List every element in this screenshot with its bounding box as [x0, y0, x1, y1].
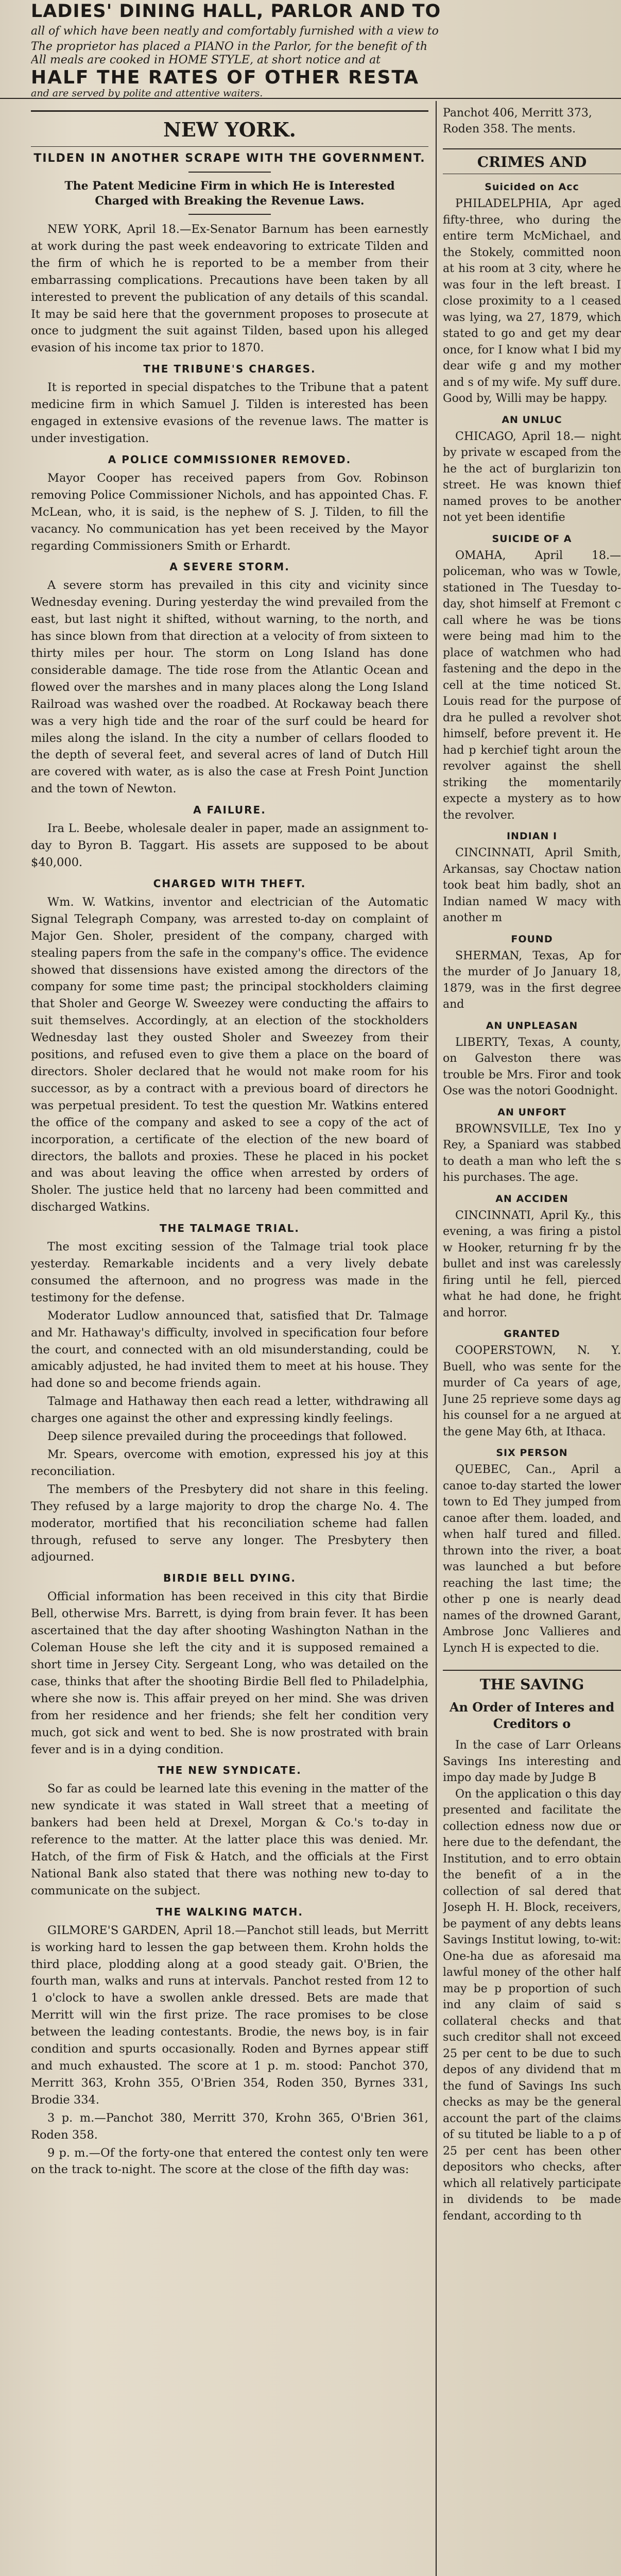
article-paragraph: OMAHA, April 18.— policeman, who was w Towle, stationed in The Tuesday to-day, shot himself at Fremont c call where he was be tions were being mad him to the place of watchmen who had fastening and the depo in the cell at the time noticed St. Louis read for the purpose of dra he pulled a revolver shot himself, before prevent it. He had p kerchief tight aroun the revolver against the shell striking the momentarily expecte a mystery as to how the revolver.: [443, 549, 621, 822]
ad-text-line: The proprietor has placed a PIANO in the Parlor, for the benefit of th: [31, 40, 428, 53]
article-paragraph: CHICAGO, April 18.— night by private w escaped from the he the act of burglarizin ton street. He was known thief named proves to be another not yet been identifie: [443, 430, 621, 524]
headline: NEW YORK.: [31, 110, 428, 147]
article-paragraph: Wm. W. Watkins, inventor and electrician of the Automatic Signal Telegraph Company, was arrested to-day on complaint of Major Gen. Sholer, president of the company, charged with stealing papers from the safe in the company's office. The evidence showed that dissensions have existed among the directors of the company for some time past; the principal stockholders claiming that Sholer and George W. Sweezey were conducting the affairs to suit themselves. Accordingly, at an election of the stockholders Wednesday last they ousted Sholer and Sweezey from their positions, and refused even to give them a place on the board of directors. Sholer declared that he would not make room for his successor, as by a contract with a previous board of directors he was perpetual president. To test the question Mr. Watkins entered the office of the company and asked to see a copy of the act of incorporation, a certificate of the election of the new board of directors, the ballots and proxies. These he placed in his pocket and was about leaving the office when arrested by orders of Sholer. The justice held that no larceny had been committed and discharged Watkins.: [31, 895, 428, 1214]
subhead: AN UNLUC: [502, 414, 562, 426]
ad-banner: HALF THE RATES OF OTHER RESTA: [31, 67, 419, 88]
article-paragraph: A severe storm has prevailed in this city and vicinity since Wednesday evening. During yesterday the wind prevailed from the east, but last night it shifted, without warning, to the north, and has since blown from that direction at a velocity of from sixteen to thirty miles per hour. The storm on Long Island has done considerable damage. The tide rose from the Atlantic Ocean and flowed over the marshes and in many places along the Long Island Railroad was washed over the roadbed. At Rockaway beach there was a very high tide and the roar of the surf could be heard for miles along the island. In the city a number of cellars flooded to the depth of several feet, and several acres of land of Dutch Hill are covered with water, as is also the case at Fresh Point Junction and the town of Newton.: [31, 579, 428, 796]
subhead: AN UNFORT: [497, 1106, 566, 1118]
subhead: GRANTED: [504, 1328, 560, 1340]
article-paragraph: Mayor Cooper has received papers from Gov. Robinson removing Police Commissioner Nichols, and has appointed Chas. F. McLean, who, it is said, is the nephew of S. J. Tilden, to fill the vacancy. No communication has yet been received by the Mayor regarding Commissioners Smith or Erhardt.: [31, 471, 428, 553]
article-paragraph: It is reported in special dispatches to the Tribune that a patent medicine firm in which Samuel J. Tilden is interested has been engaged in extensive evasions of the revenue laws. The matter is under investigation.: [31, 381, 428, 445]
article-paragraph: Mr. Spears, overcome with emotion, expressed his joy at this reconciliation.: [31, 1448, 428, 1478]
article-paragraph: In the case of Larr Orleans Savings Ins interesting and impo day made by Judge B: [443, 1739, 621, 1784]
article-paragraph: So far as could be learned late this evening in the matter of the new syndicate it was stated in Wall street that a meeting of bankers had been held at Drexel, Morgan & Co.'s to-day in reference to the matter. At the latter place this was denied. Mr. Hatch, of the firm of Fisk & Hatch, and the officials at the First National Bank also stated that there was nothing new to-day to communicate on the subject.: [31, 1782, 428, 1897]
deck-secondary: An Order of Interes and Creditors o: [449, 1700, 615, 1731]
deck-primary: TILDEN IN ANOTHER SCRAPE WITH THE GOVERNMENT.: [33, 152, 426, 165]
subhead: THE TRIBUNE'S CHARGES.: [143, 363, 316, 376]
article-paragraph: CINCINNATI, April Ky., this evening, a was firing a pistol w Hooker, returning fr by the bullet and inst was carelessly firing until he fell, pierced what he had done, he fright and horror.: [443, 1209, 621, 1319]
section-heading: CRIMES AND: [443, 148, 621, 174]
article-paragraph: CINCINNATI, April Smith, Arkansas, say Choctaw nation took beat him badly, shot an Indian named W macy with another m: [443, 846, 621, 924]
divider: [188, 172, 271, 173]
divider: [188, 214, 271, 215]
subhead: AN UNPLEASAN: [486, 1020, 578, 1031]
subhead: CHARGED WITH THEFT.: [153, 877, 306, 890]
article-paragraph: 3 p. m.—Panchot 380, Merritt 370, Krohn 365, O'Brien 361, Roden 358.: [31, 2111, 428, 2142]
column-rule: [436, 101, 437, 2576]
article-paragraph: Talmage and Hathaway then each read a letter, withdrawing all charges one against the other and expressing kindly feelings.: [31, 1395, 428, 1426]
article-paragraph: Ira L. Beebe, wholesale dealer in paper, made an assignment to-day to Byron B. Taggart. His assets are supposed to be about $40,000.: [31, 822, 428, 869]
ad-text-line: All meals are cooked in HOME STYLE, at short notice and at: [31, 54, 381, 66]
subhead: THE TALMAGE TRIAL.: [159, 1222, 300, 1235]
article-paragraph: The most exciting session of the Talmage trial took place yesterday. Remarkable incidents and a very lively debate consumed the afternoon, and no progress was made in the testimony for the defense.: [31, 1240, 428, 1304]
article-paragraph: Deep silence prevailed during the proceedings that followed.: [47, 1430, 407, 1444]
article-paragraph: LIBERTY, Texas, A county, on Galveston there was trouble be Mrs. Firor and took Ose was the notori Goodnight.: [443, 1036, 621, 1097]
ad-text-line: and are served by polite and attentive waiters.: [31, 88, 263, 99]
walking-score-continuation: Panchot 406, Merritt 373, Roden 358. The ments.: [443, 107, 592, 135]
subhead: SUICIDE OF A: [492, 533, 572, 545]
side-column: [443, 101, 621, 2576]
article-paragraph: COOPERSTOWN, N. Y. Buell, who was sente for the murder of Ca years of age, June 25 reprieve some days ag his counsel for a ne argued at the gene May 6th, at Ithaca.: [443, 1344, 621, 1438]
article-paragraph: On the application o this day presented and facilitate the collection edness now due or here due to the defendant, the Institution, and to erro obtain the benefit of a in the collection of sal dered that Joseph H. H. Block, receivers, be payment of any debts leans Savings Institut lowing, to-wit: One-ha due as aforesaid ma lawful money of the other half may be p proportion of such ind any claim of said s collateral checks and that such creditor shall not exceed 25 per cent to be due to such depos of any dividend that m the fund of Savings Ins such checks as may be the general account the part of the claims of su tituted be liable to a p of 25 per cent has been other depositors who checks, after which all relatively participate in dividends to be made fendant, according to th: [443, 1787, 621, 2223]
subhead: THE NEW SYNDICATE.: [158, 1764, 302, 1777]
subhead: A FAILURE.: [193, 804, 266, 817]
article-paragraph: SHERMAN, Texas, Ap for the murder of Jo January 18, 1879, was in the first degree and: [443, 949, 621, 1011]
subhead: FOUND: [511, 933, 553, 945]
article-paragraph: QUEBEC, Can., April a canoe to-day started the lower town to Ed They jumped from canoe after them. loaded, and when half tured and filled. thrown into the river, a boat was launched a but before reaching the last time; the other p one is nearly dead names of the drowned Garant, Ambrose Jonc Vallieres and Lynch H is expected to die.: [443, 1463, 621, 1655]
article-paragraph: 9 p. m.—Of the forty-one that entered the contest only ten were on the track to-night. The score at the close of the fifth day was:: [31, 2146, 428, 2177]
subhead: Suicided on Acc: [485, 181, 579, 193]
article-paragraph: Official information has been received in this city that Birdie Bell, otherwise Mrs. Barrett, is dying from brain fever. It has been ascertained that the day after shooting Washington Nathan in the Coleman House she left the city and it is supposed remained a short time in Jersey City. Sergeant Long, who was detailed on the case, thinks that after the shooting Birdie Bell fled to Philadelphia, where she now is. This affair preyed on her mind. She was driven from her residence and her friends; she felt her condition very much, got sick and went to bed. She is now prostrated with brain fever and is in a dying condition.: [31, 1590, 428, 1756]
article-paragraph: BROWNSVILLE, Tex Ino y Rey, a Spaniard was stabbed to death a man who left the s his purchases. The age.: [443, 1122, 621, 1184]
article-paragraph: PHILADELPHIA, Apr aged fifty-three, who during the entire term McMichael, and the Stokely, committed noon at his room at 3 city, where he was four in the left breast. I close proximity to a l ceased was lying, wa 27, 1879, which stated to go and get my dear once, for I know what I bid my dear wife g and my mother and s of my wife. My suff dure. Good by, Willi may be happy.: [443, 197, 621, 405]
subhead: THE WALKING MATCH.: [156, 1905, 303, 1918]
article-paragraph: NEW YORK, April 18.—Ex-Senator Barnum has been earnestly at work during the past week endeavoring to extricate Tilden and the firm of which he is reported to be a member from their embarrassing complications. Precautions have been taken by all interested to prevent the publication of any details of this scandal. It may be said here that the government proposes to prosecute at once to judgment the suit against Tilden, based upon his alleged evasion of his income tax prior to 1870.: [31, 223, 428, 355]
ad-title: LADIES' DINING HALL, PARLOR AND TO: [31, 1, 441, 22]
subhead: INDIAN I: [506, 831, 558, 842]
restaurant-advertisement: [0, 0, 621, 99]
article-paragraph: Moderator Ludlow announced that, satisfied that Dr. Talmage and Mr. Hathaway's difficulty, involved in specification four before the court, and connected with an old misunderstanding, could be amicably adjusted, he had invited them to meet at his house. They had done so and become friends again.: [31, 1309, 428, 1391]
subhead: BIRDIE BELL DYING.: [163, 1572, 296, 1585]
subhead: A POLICE COMMISSIONER REMOVED.: [108, 453, 352, 466]
article-paragraph: The members of the Presbytery did not share in this feeling. They refused by a large majority to drop the charge No. 4. The moderator, mortified that his reconciliation scheme had fallen through, refused to serve any longer. The Presbytery then adjourned.: [31, 1482, 428, 1564]
article-paragraph: GILMORE'S GARDEN, April 18.—Panchot still leads, but Merritt is working hard to lessen the gap between them. Krohn holds the third place, plodding along at a good steady gait. O'Brien, the fourth man, walks and runs at intervals. Panchot rested from 12 to 1 o'clock to have a swollen ankle dressed. Bets are made that Merritt will win the first prize. The race promises to be close between the leading contestants. Brodie, the news boy, is in fair condition and spurts occasionally. Roden and Byrnes appear stiff and much exhausted. The score at 1 p. m. stood: Panchot 370, Merritt 363, Krohn 355, O'Brien 354, Roden 350, Byrnes 331, Brodie 334.: [31, 1923, 428, 2107]
ad-text-line: all of which have been neatly and comfortably furnished with a view to: [31, 25, 439, 38]
subhead: SIX PERSON: [496, 1447, 568, 1459]
subhead: A SEVERE STORM.: [169, 561, 290, 573]
deck-secondary: The Patent Medicine Firm in which He is Interested Charged with Breaking the Revenue Laws.: [64, 179, 395, 208]
main-column: [31, 101, 428, 2576]
section-heading: THE SAVING: [443, 1670, 621, 1693]
subhead: AN ACCIDEN: [495, 1193, 568, 1205]
